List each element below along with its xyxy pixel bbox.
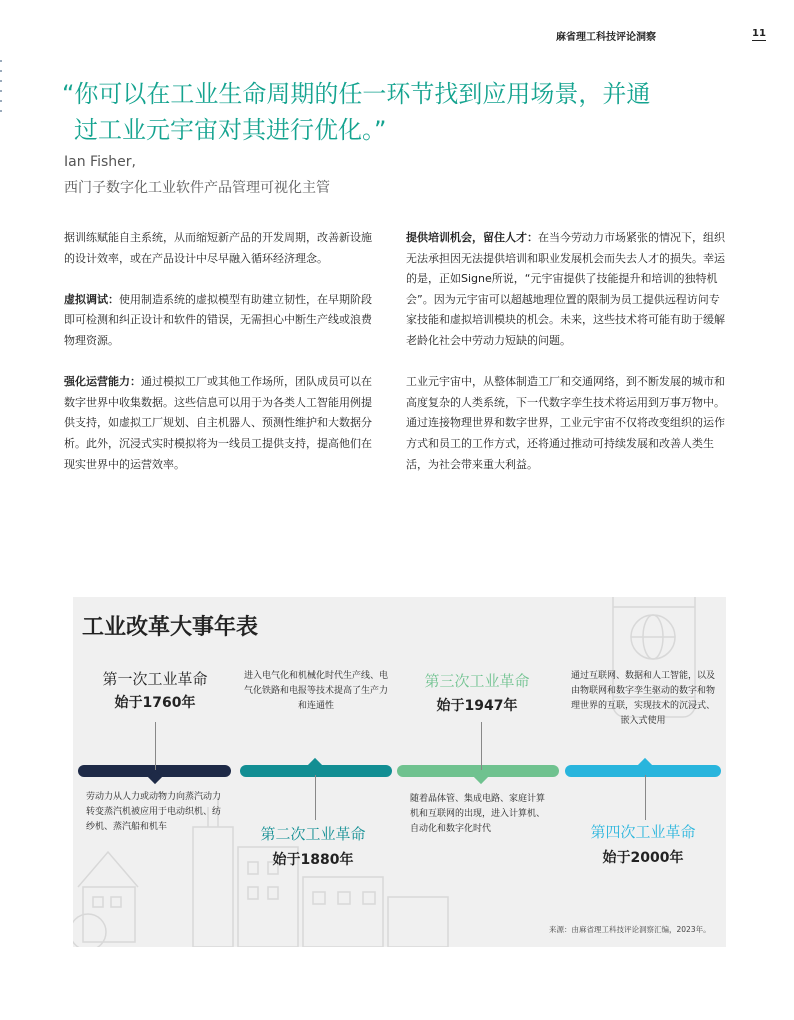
quote-author-name: Ian Fisher, <box>64 154 136 170</box>
left-column <box>64 228 382 496</box>
connector-line <box>155 722 156 770</box>
connector-line <box>481 722 482 770</box>
revolution-4-year: 始于2000年 <box>602 850 684 866</box>
connector-line <box>315 775 316 820</box>
paragraph: 虚拟调试：使用制造系统的虚拟模型有助建立韧性，在早期阶段即可检测和纠正设计和软件的错误，无需担心中断生产线或浪费物理资源。 <box>64 292 372 347</box>
revolution-4-title: 第四次工业革命 <box>590 823 696 841</box>
header-title: 麻省理工科技评论洞察 <box>556 32 656 43</box>
timeline-title: 工业改革大事年表 <box>82 615 259 640</box>
paragraph: 强化运营能力：通过模拟工厂或其他工作场所，团队成员可以在数字世界中收集数据。这些信息可以用于为各类人工智能用例提供支持，如虚拟工厂规划、自主机器人、预测性维护和大数据分析。此外，沉浸式实时模拟将为一线员工提供支持，提高他们在现实世界中的运营效率。 <box>64 375 372 471</box>
revolution-1-year: 始于1760年 <box>114 695 196 711</box>
revolution-3-title: 第三次工业革命 <box>424 672 530 690</box>
revolution-1-desc: 劳动力从人力或动物力向蒸汽动力转变蒸汽机被应用于电动织机、纺纱机、蒸汽船和机车 <box>86 792 222 832</box>
margin-dots <box>0 60 3 120</box>
revolution-2-desc: 进入电气化和机械化时代生产线、电气化铁路和电报等技术提高了生产力和连通性 <box>243 671 388 711</box>
revolution-4-desc: 通过互联网、数据和人工智能，以及由物联网和数字孪生驱动的数字和物理世界的互联，实现技术的沉浸式、嵌入式使用 <box>570 671 715 726</box>
revolution-1-title: 第一次工业革命 <box>102 670 208 688</box>
pull-quote <box>62 76 722 148</box>
quote-author-role: 西门子数字化工业软件产品管理可视化主管 <box>64 180 330 196</box>
paragraph: 工业元宇宙中，从整体制造工厂和交通网络，到不断发展的城市和高度复杂的人类系统，下一代数字孪生技术将运用到万事万物中。通过连接物理世界和数字世界，工业元宇宙不仅将改变组织的运作方式和员工的工作方式，还将通过推动可持续发展和改善人类生活，为社会带来重大利益。 <box>406 375 725 471</box>
right-column <box>406 228 726 496</box>
quote-line-1: “你可以在工业生命周期的任一环节找到应用场景，并通 <box>62 80 651 108</box>
revolution-3-desc: 随着晶体管、集成电路、家庭计算机和互联网的出现，进入计算机、自动化和数字化时代 <box>410 794 546 834</box>
paragraph: 据训练赋能自主系统，从而缩短新产品的开发周期，改善新设施的设计效率，或在产品设计中尽早融入循环经济理念。 <box>64 231 372 265</box>
paragraph: 提供培训机会，留住人才：在当今劳动力市场紧张的情况下，组织无法承担因无法提供培训和职业发展机会而失去人才的损失。幸运的是，正如Signe所说，“元宇宙提供了技能提升和培训的独特机会”。因为元宇宙可以超越地理位置的限制为员工提供远程访问专家技能和虚拟培训模块的机会。未来，这些技术将可能有助于缓解老龄化社会中劳动力短缺的问题。 <box>406 231 725 347</box>
connector-line <box>645 775 646 820</box>
quote-line-2: 过工业元宇宙对其进行优化。” <box>74 116 387 144</box>
revolution-3-year: 始于1947年 <box>436 698 518 714</box>
revolution-2-title: 第二次工业革命 <box>260 825 366 843</box>
revolution-2-year: 始于1880年 <box>272 852 354 868</box>
page-number: 11 <box>752 28 766 39</box>
timeline-source: 来源：由麻省理工科技评论洞察汇编，2023年。 <box>549 925 711 934</box>
